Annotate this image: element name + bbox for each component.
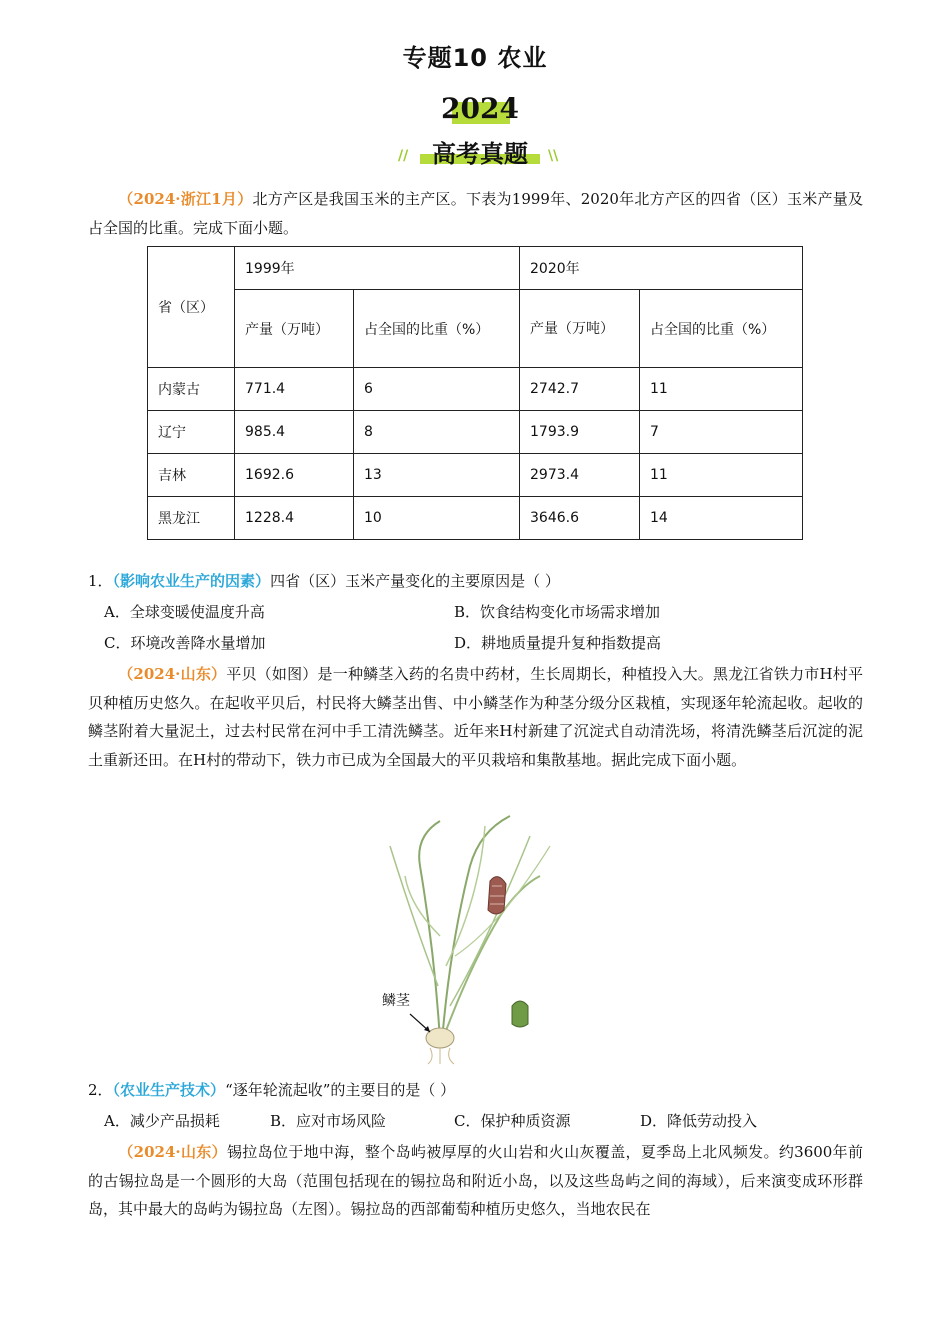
cell-yield-1999: 1692.6	[235, 454, 354, 497]
question-number: 1．	[88, 572, 113, 590]
cell-region: 辽宁	[148, 411, 235, 454]
option-b[interactable]: B．饮食结构变化市场需求增加	[454, 603, 661, 621]
cell-share-1999: 13	[354, 454, 520, 497]
option-a[interactable]: A．全球变暖使温度升高	[104, 603, 265, 621]
cell-share-2020: 14	[640, 497, 803, 540]
option-d[interactable]: D．降低劳动投入	[640, 1112, 758, 1130]
topic-tag: （影响农业生产的因素）	[112, 572, 271, 590]
header-region: 省（区）	[148, 247, 235, 368]
fritillaria-illustration	[380, 806, 560, 1066]
option-d[interactable]: D．耕地质量提升复种指数提高	[454, 634, 662, 652]
subheader-yield-1999: 产量（万吨）	[235, 290, 354, 368]
corn-yield-table	[147, 246, 803, 540]
question-text: 四省（区）玉米产量变化的主要原因是（ ）	[270, 572, 560, 590]
cell-yield-1999: 771.4	[235, 368, 354, 411]
cell-yield-1999: 985.4	[235, 411, 354, 454]
cell-share-2020: 7	[640, 411, 803, 454]
cell-yield-2020: 2742.7	[520, 368, 640, 411]
banner-subtitle: 高考真题	[432, 140, 528, 168]
intro-text: 锡拉岛位于地中海，整个岛屿被厚厚的火山岩和火山灰覆盖，夏季岛上北风频发。约3600年前的古锡拉岛是一个圆形的大岛（范围包括现在的锡拉岛和附近小岛，以及这些岛屿之间的海域），后来演变成环形群岛，其中最大的岛屿为锡拉岛（左图）。锡拉岛的西部葡萄种植历史悠久，当地农民在	[88, 1143, 863, 1218]
intro-paragraph-2	[88, 660, 863, 774]
subheader-yield-2020: 产量（万吨）	[520, 290, 640, 368]
question-2	[88, 1076, 888, 1104]
option-b[interactable]: B．应对市场风险	[270, 1112, 387, 1130]
subheader-share-1999: 占全国的比重（%）	[354, 290, 520, 368]
option-a[interactable]: A．减少产品损耗	[104, 1112, 220, 1130]
cell-yield-1999: 1228.4	[235, 497, 354, 540]
table-row	[148, 368, 803, 411]
question-text: “逐年轮流起收”的主要目的是（ ）	[225, 1081, 456, 1099]
question-number: 2．	[88, 1081, 113, 1099]
plant-drawing	[380, 806, 560, 1066]
source-tag: （2024·山东）	[118, 1143, 227, 1161]
cell-region: 黑龙江	[148, 497, 235, 540]
table-row	[148, 497, 803, 540]
cell-share-1999: 10	[354, 497, 520, 540]
cell-region: 吉林	[148, 454, 235, 497]
cell-yield-2020: 2973.4	[520, 454, 640, 497]
intro-paragraph-1	[88, 185, 863, 242]
table-row	[148, 454, 803, 497]
page-title: 专题10 农业	[402, 44, 548, 72]
cell-yield-2020: 3646.6	[520, 497, 640, 540]
cell-share-1999: 8	[354, 411, 520, 454]
option-c[interactable]: C．保护种质资源	[454, 1112, 571, 1130]
source-tag: （2024·浙江1月）	[118, 190, 253, 208]
decor-slash-left: //	[398, 148, 409, 164]
source-tag: （2024·山东）	[118, 665, 227, 683]
banner-year: 2024	[441, 92, 519, 125]
subheader-share-2020: 占全国的比重（%）	[640, 290, 803, 368]
intro-text: 平贝（如图）是一种鳞茎入药的名贵中药材，生长周期长，种植投入大。黑龙江省铁力市H村平贝种植历史悠久。在起收平贝后，村民将大鳞茎出售、中小鳞茎作为种茎分级分区栽植，实现逐年轮流起收。起收的鳞茎附着大量泥土，过去村民常在河中手工清洗鳞茎。近年来H村新建了沉淀式自动清洗场，将清洗鳞茎后沉淀的泥土重新还田。在H村的带动下，铁力市已成为全国最大的平贝栽培和集散基地。据此完成下面小题。	[88, 665, 863, 769]
intro-text: 北方产区是我国玉米的主产区。下表为1999年、2020年北方产区的四省（区）玉米产量及占全国的比重。完成下面小题。	[88, 190, 863, 237]
topic-tag: （农业生产技术）	[112, 1081, 226, 1099]
intro-paragraph-3	[88, 1138, 863, 1224]
cell-share-2020: 11	[640, 454, 803, 497]
header-1999: 1999年	[235, 247, 520, 290]
question-1	[88, 567, 888, 595]
section-banner	[390, 92, 570, 172]
cell-share-1999: 6	[354, 368, 520, 411]
cell-share-2020: 11	[640, 368, 803, 411]
bulb-label: 鳞茎	[382, 993, 410, 1009]
cell-region: 内蒙古	[148, 368, 235, 411]
header-2020: 2020年	[520, 247, 803, 290]
cell-yield-2020: 1793.9	[520, 411, 640, 454]
table-row	[148, 411, 803, 454]
option-c[interactable]: C．环境改善降水量增加	[104, 634, 266, 652]
decor-slash-right: \\	[548, 148, 559, 164]
